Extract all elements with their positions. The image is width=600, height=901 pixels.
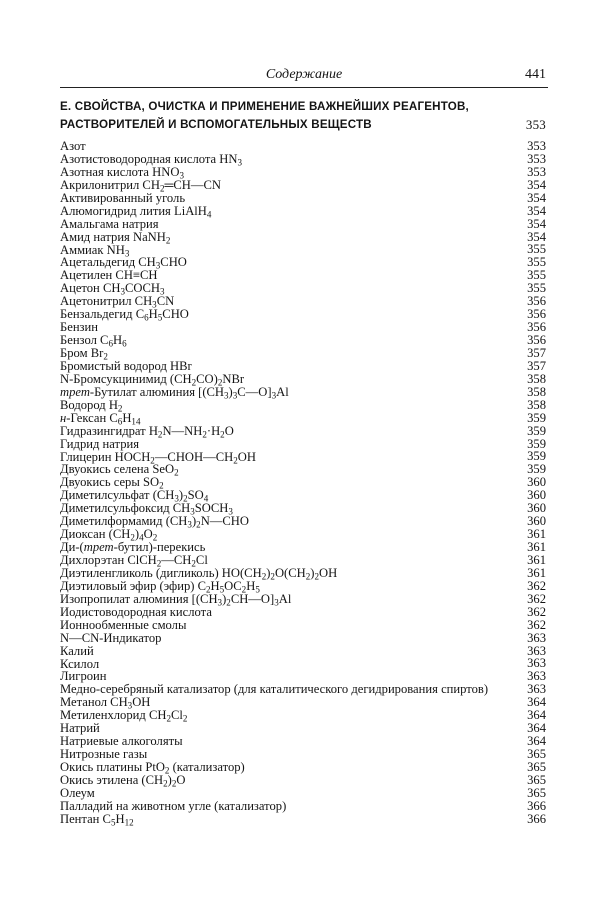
- contents-entry-page: 359: [527, 410, 546, 425]
- contents-entry-page: 362: [527, 578, 546, 593]
- contents-entry: [60, 360, 548, 373]
- contents-entry: [60, 554, 548, 567]
- contents-entry: [60, 606, 548, 619]
- contents-entry: [60, 412, 548, 425]
- contents-entry-page: 356: [527, 294, 546, 309]
- contents-entry-title: Азотистоводородная кислота $HN_3$: [60, 151, 242, 168]
- contents-entry: [60, 425, 548, 438]
- contents-entry-page: 366: [527, 811, 546, 826]
- contents-entry-title: Двуокись серы $SO_2$: [60, 475, 164, 491]
- contents-entry-title: Азот: [60, 139, 86, 153]
- contents-entry-page: 353: [527, 151, 546, 166]
- contents-entry-page: 365: [527, 747, 546, 762]
- contents-entry-page: 358: [527, 397, 546, 412]
- contents-entry-title: Нитрозные газы: [60, 747, 148, 762]
- contents-entry-page: 358: [527, 384, 546, 399]
- contents-entry-title: Водород $H_2$: [60, 397, 123, 414]
- contents-entry-page: 355: [527, 242, 546, 257]
- contents-entry: [60, 813, 548, 826]
- contents-entry: [60, 205, 548, 218]
- contents-entry-title: Диметилформамид $(CH_3)_2N—CHO$: [60, 514, 249, 530]
- running-head: [60, 67, 548, 88]
- contents-entry-title: Бензол $C_6H_6$: [60, 333, 127, 349]
- section-page-number: 353: [525, 117, 546, 132]
- section-heading-line-1: Е. СВОЙСТВА, ОЧИСТКА И ПРИМЕНЕНИЕ ВАЖНЕЙШИХ РЕАГЕНТОВ,: [60, 100, 469, 113]
- section-heading: [60, 98, 548, 134]
- contents-entry-title: Акрилонитрил $CH_2═CH—CN$: [60, 177, 221, 194]
- contents-entry-page: 364: [527, 721, 546, 736]
- contents-entry-page: 360: [527, 488, 546, 503]
- contents-entry-title: Двуокись селена SeO$_2$: [60, 462, 179, 478]
- contents-entry: [60, 218, 548, 231]
- contents-entry-title: Ацетон $CH_3COCH_3$: [60, 281, 165, 297]
- contents-list: [60, 140, 548, 826]
- contents-entry-title: Натрий: [60, 721, 100, 736]
- contents-entry: [60, 153, 548, 166]
- contents-entry-title: Натриевые алкоголяты: [60, 734, 183, 749]
- contents-entry-title: Диэтиленгликоль (дигликоль) $HO(CH_2)_2O(CH_2)_2OH$: [60, 565, 338, 582]
- contents-entry-title: Амальгама натрия: [60, 216, 159, 231]
- contents-entry-title: Бромистый водород HBr: [60, 358, 192, 373]
- contents-entry: [60, 515, 548, 528]
- contents-entry-title: Ацетонитрил $CH_3CN$: [60, 294, 175, 310]
- contents-entry-title: Глицерин $HOCH_2—CHOH—CH_2OH$: [60, 449, 256, 465]
- contents-entry-page: 354: [527, 216, 546, 231]
- contents-entry: [60, 593, 548, 606]
- contents-entry: [60, 761, 548, 774]
- running-head-title: Содержание: [265, 67, 343, 82]
- contents-entry: [60, 334, 548, 347]
- contents-entry-title: Гидрид натрия: [60, 436, 140, 451]
- contents-entry-title: Медно-серебряный катализатор (для каталитического дегидрирования спиртов): [60, 682, 489, 697]
- contents-entry-title: Диэтиловый эфир (эфир) $C_2H_5OC_2H_5$: [60, 578, 260, 595]
- contents-entry-title: Диоксан $(CH_2)_4O_2$: [60, 527, 158, 543]
- page-number: 441: [525, 67, 546, 82]
- contents-entry: [60, 580, 548, 593]
- contents-entry-title: N-Бромсукцинимид $(CH_2CO)_2NBr$: [60, 371, 245, 388]
- contents-entry-page: 354: [527, 190, 546, 205]
- contents-entry: [60, 709, 548, 722]
- contents-entry: [60, 619, 548, 632]
- contents-entry-page: 363: [527, 630, 546, 645]
- contents-entry-page: 364: [527, 734, 546, 749]
- contents-entry-title: Бензин: [60, 320, 99, 335]
- contents-entry-title: Окись платины PtO$_2$ (катализатор): [60, 760, 245, 776]
- contents-entry: [60, 632, 548, 645]
- contents-entry: [60, 567, 548, 580]
- contents-entry: [60, 179, 548, 192]
- contents-entry-title: Палладий на животном угле (катализатор): [60, 798, 287, 813]
- contents-entry-page: 360: [527, 475, 546, 490]
- contents-entry-title: Алюмогидрид лития LiAlH$_4$: [60, 203, 212, 219]
- contents-entry: [60, 787, 548, 800]
- contents-entry-page: 359: [527, 462, 546, 477]
- contents-entry-title: Бром $Br_2$: [60, 346, 108, 362]
- contents-entry-page: 356: [527, 333, 546, 348]
- contents-entry-title: Бензальдегид $C_6H_5CHO$: [60, 307, 189, 323]
- contents-entry: [60, 658, 548, 671]
- contents-entry-title: Изопропилат алюминия $[(CH_3)_2CH—O]_3Al$: [60, 591, 292, 608]
- contents-entry: [60, 399, 548, 412]
- contents-entry: [60, 321, 548, 334]
- contents-entry: [60, 645, 548, 658]
- contents-entry-page: 353: [527, 164, 546, 179]
- contents-entry-title: Гидразингидрат $H_2N—NH_2\cdot H_2O$: [60, 423, 234, 439]
- contents-entry-title: Ионнообменные смолы: [60, 617, 187, 632]
- contents-entry-page: 365: [527, 772, 546, 787]
- contents-entry-page: 362: [527, 604, 546, 619]
- contents-entry-page: 359: [527, 436, 546, 451]
- contents-entry-title: Азотная кислота $HNO_3$: [60, 164, 184, 181]
- contents-entry-page: 363: [527, 643, 546, 658]
- contents-entry-page: 363: [527, 682, 546, 697]
- contents-entry-page: 355: [527, 255, 546, 270]
- contents-entry-title: Иодистоводородная кислота: [60, 604, 212, 619]
- contents-entry-title: Олеум: [60, 785, 95, 800]
- section-heading-line-2: РАСТВОРИТЕЛЕЙ И ВСПОМОГАТЕЛЬНЫХ ВЕЩЕСТВ: [60, 118, 372, 131]
- contents-entry-page: 366: [527, 798, 546, 813]
- contents-entry: [60, 140, 548, 153]
- contents-entry-title: трет-Бутилат алюминия $[(CH_3)_3C—O]_3Al$: [60, 384, 289, 401]
- contents-entry-page: 357: [527, 345, 546, 360]
- contents-entry-page: 360: [527, 501, 546, 516]
- contents-entry-page: 358: [527, 371, 546, 386]
- contents-entry-page: 365: [527, 785, 546, 800]
- contents-entry-title: Активированный уголь: [60, 190, 186, 205]
- contents-entry-page: 354: [527, 177, 546, 192]
- contents-entry-page: 364: [527, 695, 546, 710]
- contents-entry-title: Ацетилен CH≡CH: [60, 268, 158, 283]
- contents-entry: [60, 231, 548, 244]
- contents-entry-page: 355: [527, 268, 546, 283]
- contents-entry-title: Аммиак $NH_3$: [60, 242, 130, 258]
- contents-entry-title: Лигроин: [60, 669, 107, 684]
- contents-entry-title: Диметилсульфат $(CH_3)_2SO_4$: [60, 488, 209, 504]
- contents-entry-title: Ацетальдегид $CH_3CHO$: [60, 255, 187, 271]
- contents-entry-page: 361: [527, 527, 546, 542]
- contents-entry: [60, 386, 548, 399]
- contents-entry: [60, 800, 548, 813]
- contents-entry-title: Метанол $CH_3OH$: [60, 695, 151, 711]
- contents-entry-page: 356: [527, 307, 546, 322]
- contents-entry: [60, 373, 548, 386]
- contents-entry-title: Ксилол: [60, 656, 100, 671]
- contents-entry-page: 363: [527, 656, 546, 671]
- contents-entry: [60, 774, 548, 787]
- contents-entry-page: 363: [527, 669, 546, 684]
- contents-entry-title: Калий: [60, 643, 94, 658]
- contents-entry-title: N—CN-Индикатор: [60, 630, 162, 645]
- contents-entry-title: Ди-(трет-бутил)-перекись: [60, 540, 206, 555]
- contents-entry: [60, 192, 548, 205]
- contents-entry-page: 354: [527, 203, 546, 218]
- contents-entry: [60, 438, 548, 451]
- contents-entry-page: 354: [527, 229, 546, 244]
- contents-entry-page: 361: [527, 552, 546, 567]
- contents-entry-page: 364: [527, 708, 546, 723]
- contents-entry-page: 359: [527, 449, 546, 464]
- contents-entry-page: 357: [527, 358, 546, 373]
- contents-entry-page: 361: [527, 565, 546, 580]
- contents-entry-page: 362: [527, 617, 546, 632]
- contents-entry-title: Диметилсульфоксид $CH_3SOCH_3$: [60, 501, 233, 517]
- contents-entry-page: 361: [527, 540, 546, 555]
- contents-entry-title: Метиленхлорид $CH_2Cl_2$: [60, 708, 188, 724]
- contents-entry-page: 365: [527, 760, 546, 774]
- contents-entry-page: 356: [527, 320, 546, 335]
- contents-entry-page: 353: [527, 138, 546, 153]
- contents-entry-title: Окись этилена $(CH_2)_2O$: [60, 772, 186, 789]
- contents-entry-page: 355: [527, 281, 546, 296]
- contents-entry-page: 360: [527, 514, 546, 529]
- contents-entry-title: Дихлорэтан $ClCH_2—CH_2Cl$: [60, 553, 208, 569]
- contents-entry-title: н-Гексан $C_6H_{14}$: [60, 410, 141, 426]
- contents-entry: [60, 166, 548, 179]
- contents-entry: [60, 347, 548, 360]
- contents-entry-page: 362: [527, 591, 546, 606]
- contents-entry-title: Амид натрия NaNH$_2$: [60, 229, 171, 245]
- contents-entry: [60, 308, 548, 321]
- contents-entry-title: Пентан $C_5H_{12}$: [60, 811, 134, 828]
- contents-entry-page: 359: [527, 423, 546, 438]
